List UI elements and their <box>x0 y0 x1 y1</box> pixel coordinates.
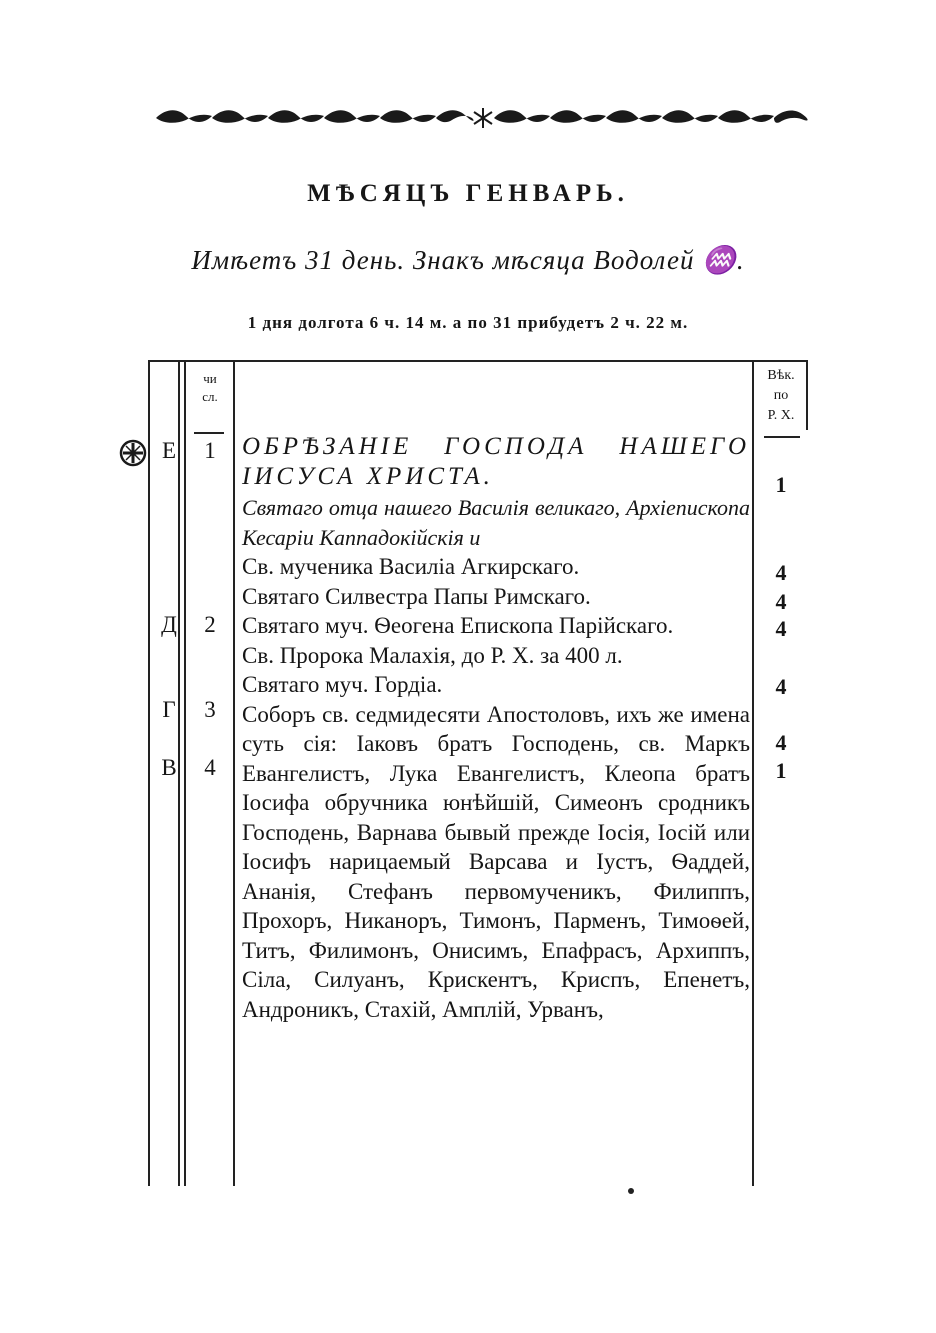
entry-seventy-apostles: Соборъ св. седмидесяти Апостоловъ, ихъ же имена суть сія: Іаковъ братъ Господень, св. Маркъ Евангелистъ, Лука Евангелистъ, Клеопа братъ Іосифа обручника юнѣйшій, Симеонъ сродникъ Господень, Варнава бывый прежде Іосія, Іосій или Іосифъ нарицаемый Варсава и Іустъ, Ѳаддей, Ананія, Стефанъ первомученикъ, Филиппъ, Прохоръ, Никаноръ, Тимонъ, Парменъ, Тимоѳей, Титъ, Филимонъ, Онисимъ, Епафрасъ, Архиппъ, Сіла, Силуанъ, Крискентъ, Криспъ, Епенетъ, Андроникъ, Стахій, Амплій, Урванъ, <box>242 701 750 1022</box>
day-number: 4 <box>204 755 216 780</box>
century-value: 4 <box>775 589 787 614</box>
entry-theogenes: Святаго муч. Ѳеогена Епископа Парійскаго. <box>242 613 674 638</box>
day-number: 1 <box>204 438 216 463</box>
century-value: 4 <box>775 730 787 755</box>
century-value: 1 <box>775 472 787 497</box>
week-letter: Е <box>161 438 177 463</box>
day-length-info: 1 дня долгота 6 ч. 14 м. а по 31 прибудетъ 2 ч. 22 м. <box>247 313 689 332</box>
ornament-rule <box>156 104 810 130</box>
century-header: Вѣк. по Р. Х. <box>767 368 795 423</box>
entry-basil-great: Святаго отца нашего Василія великаго, Архіепископа Кесаріи Каппадокійскія и <box>242 495 750 550</box>
page-title: МѢСЯЦЪ ГЕНВАРЬ. <box>307 180 629 207</box>
entry-malachi: Св. Пророка Малахія, до Р. Х. за 400 л. <box>242 642 623 668</box>
entry-feast: ОБРѢЗАНІЕ ГОСПОДА НАШЕГО ІИСУСА ХРИСТА. <box>242 433 750 490</box>
print-dot <box>628 1188 634 1194</box>
entry-basil-ancyra: Св. мученика Василіа Агкирскаго. <box>242 554 580 579</box>
month-subtitle: Имѣетъ 31 день. Знакъ мѣсяца Водолей ♒. <box>191 245 745 275</box>
century-value: 4 <box>775 560 787 585</box>
week-letter: В <box>161 755 177 780</box>
saints-entries <box>242 432 750 1024</box>
entry-gordius: Святаго муч. Гордіа. <box>242 672 443 697</box>
week-letter: Д <box>161 612 177 637</box>
century-value: 4 <box>775 616 787 641</box>
entry-sylvester: Святаго Силвестра Папы Римскаго. <box>242 583 591 609</box>
day-number: 3 <box>204 697 216 722</box>
century-value: 1 <box>775 758 787 783</box>
day-number-header: чи сл. <box>202 371 218 404</box>
feast-cross-mark-icon <box>118 438 148 468</box>
century-value: 4 <box>775 674 787 699</box>
day-number: 2 <box>204 612 216 637</box>
week-letter: Г <box>162 697 176 722</box>
